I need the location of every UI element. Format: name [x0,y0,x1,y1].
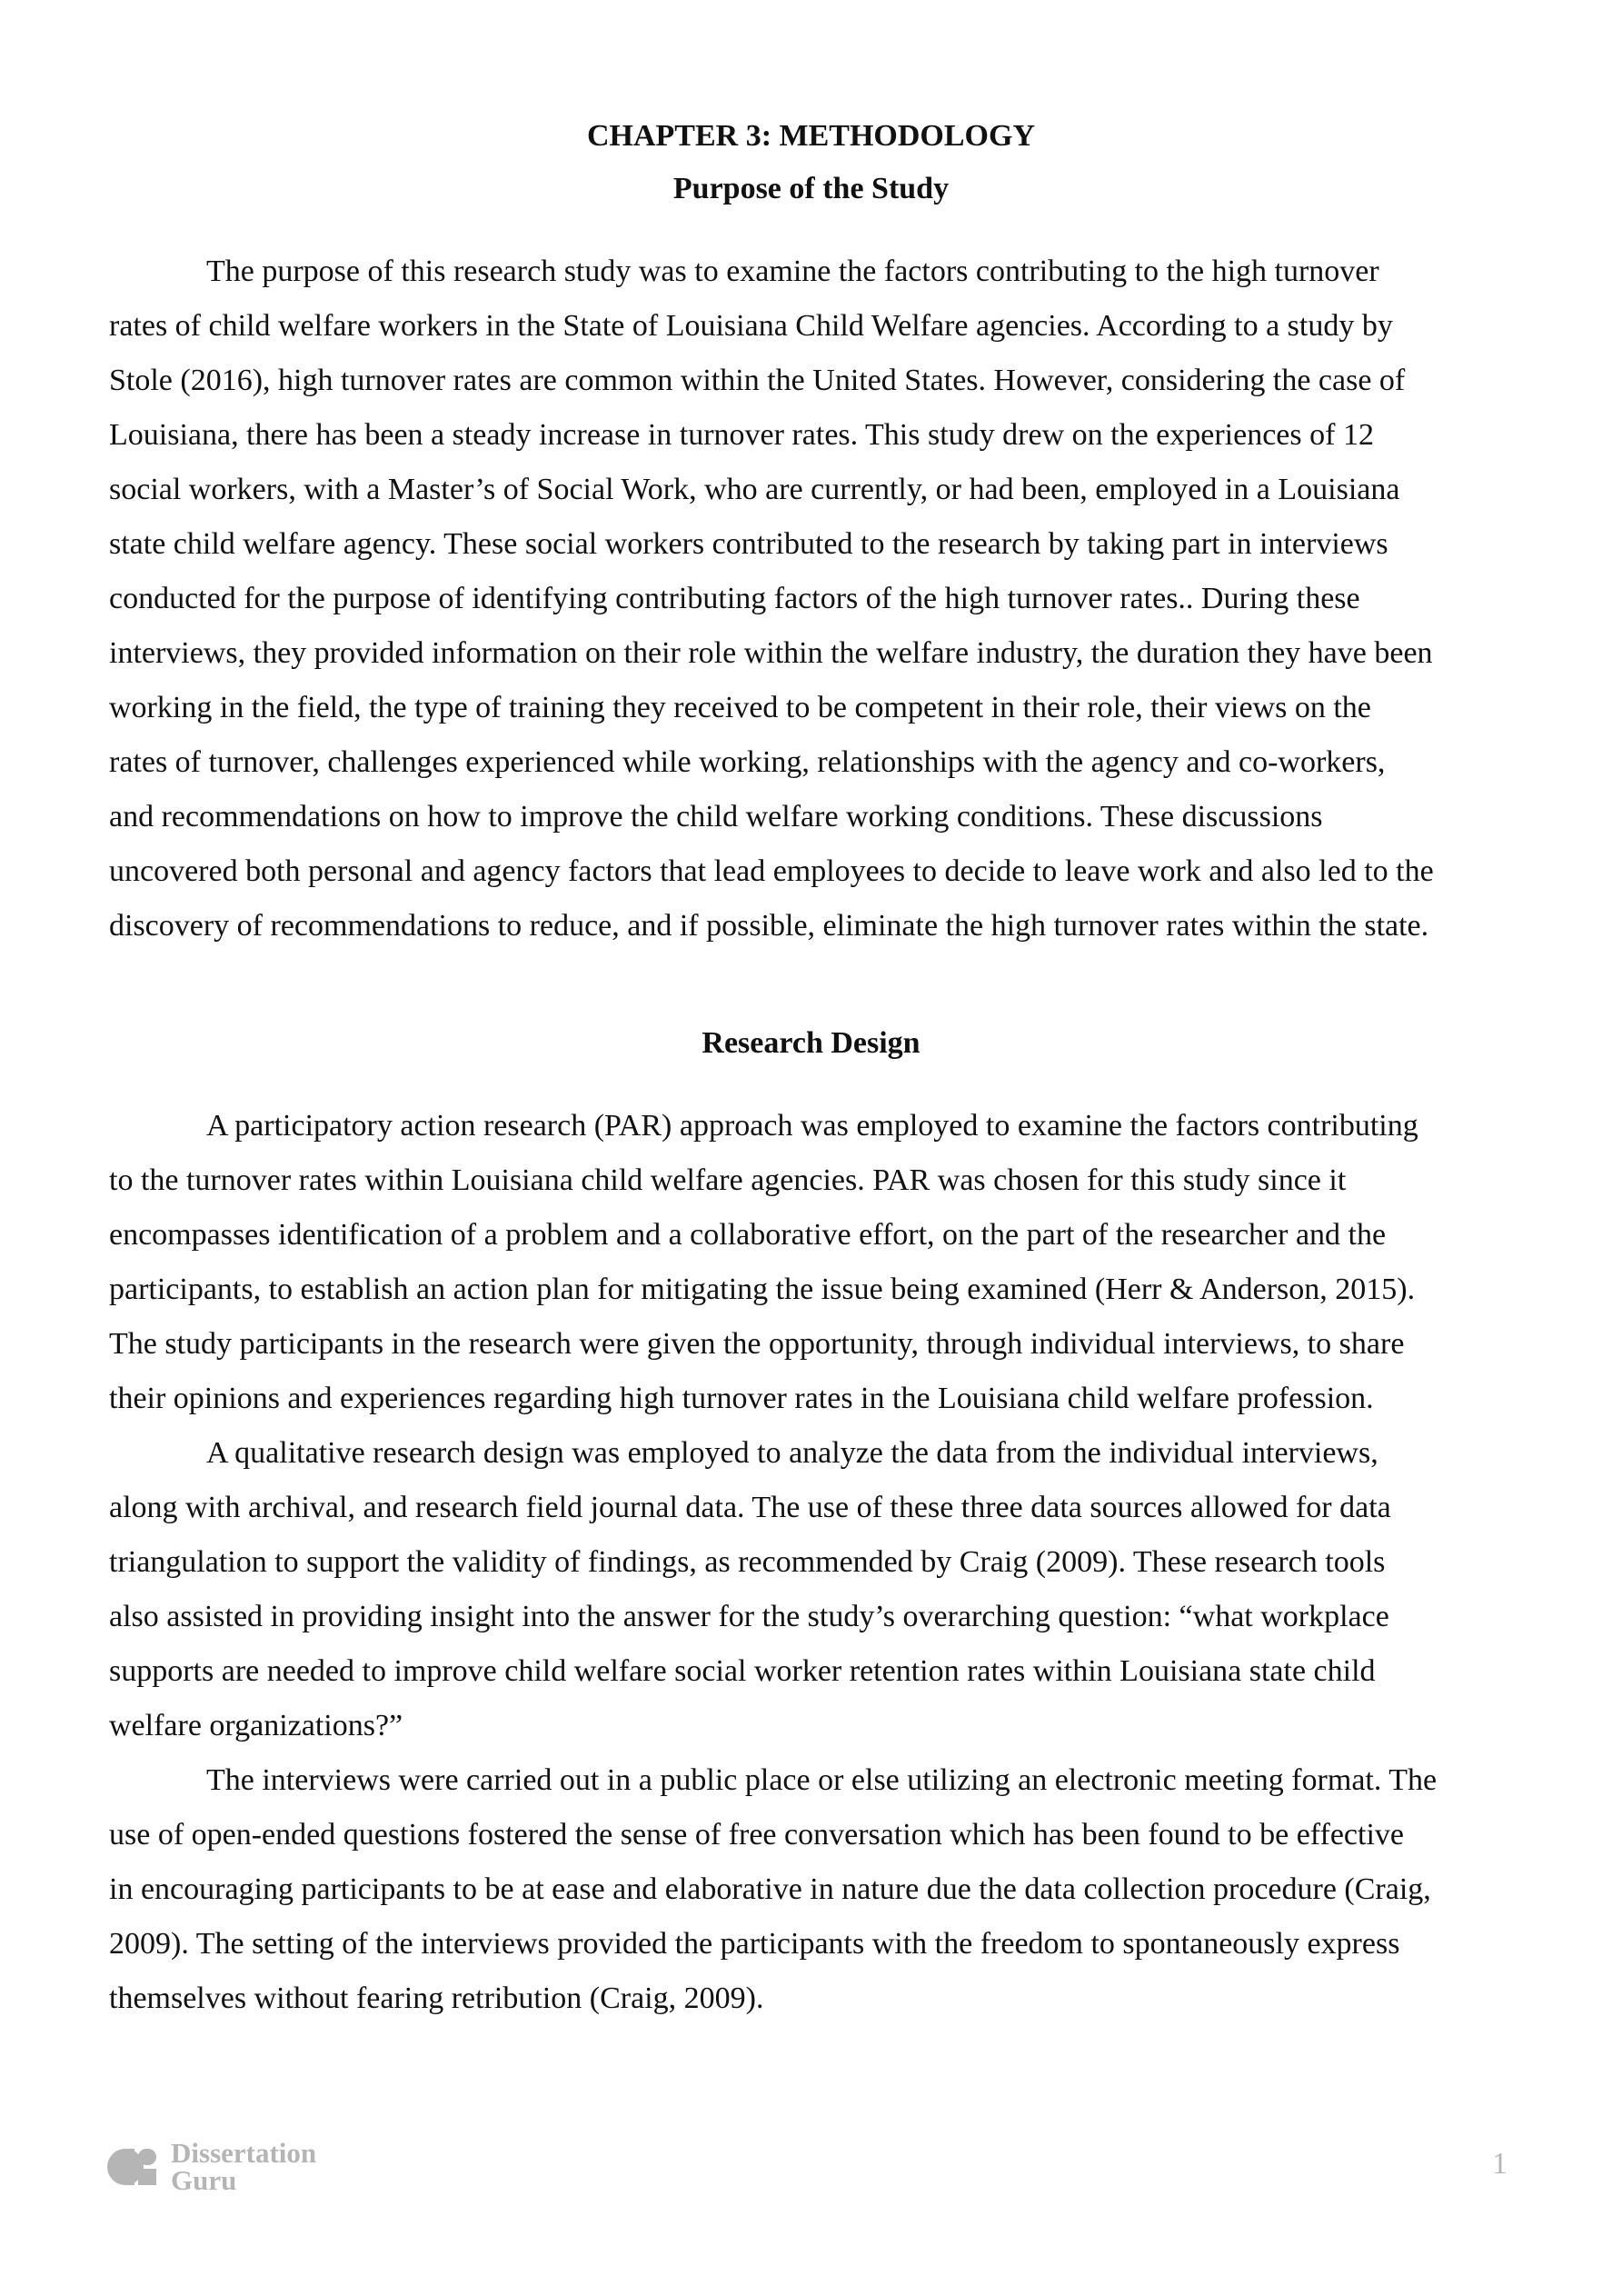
section-heading-research-design: Research Design [702,1026,920,1060]
text-line: The purpose of this research study was to examine the factors contributing to the high turnover [206,255,1379,288]
text-line: triangulation to support the validity of findings, as recommended by Craig (2009). These research tools [109,1545,1386,1579]
text-line: to the turnover rates within Louisiana child welfare agencies. PAR was chosen for this study since it [109,1163,1347,1197]
logo-text-line1: Dissertation [171,2137,317,2169]
text-line: The study participants in the research were given the opportunity, through individual interviews, to share [109,1327,1405,1361]
text-line: participants, to establish an action plan for mitigating the issue being examined (Herr & Anderson, 2015). [109,1273,1416,1306]
page-number: 1 [1492,2147,1508,2181]
text-line: encompasses identification of a problem and a collaborative effort, on the part of the researcher and the [109,1218,1387,1252]
dissertation-guru-logo [107,2138,316,2196]
text-line: state child welfare agency. These social workers contributed to the research by taking part in interviews [109,527,1388,561]
logo-wordmark [171,2137,317,2196]
section-body-purpose [109,255,1516,963]
text-line: also assisted in providing insight into the answer for the study’s overarching question: “what workplace [109,1600,1389,1633]
text-line: along with archival, and research field journal data. The use of these three data sources allowed for data [109,1491,1391,1524]
chapter-title: CHAPTER 3: METHODOLOGY [586,119,1036,153]
text-line: themselves without fearing retribution (Craig, 2009). [109,1982,764,2015]
text-line: uncovered both personal and agency factors that lead employees to decide to leave work and also led to the [109,854,1434,888]
text-line: A participatory action research (PAR) approach was employed to examine the factors contributing [206,1109,1418,1143]
text-line: conducted for the purpose of identifying contributing factors of the high turnover rates.. During these [109,582,1360,615]
text-line: A qualitative research design was employed to analyze the data from the individual interviews, [206,1436,1378,1470]
section-body-research-design [109,1109,1516,2036]
text-line: in encouraging participants to be at ease and elaborative in nature due the data collection procedure (Craig, [109,1872,1431,1906]
logo-mark-icon [107,2141,160,2193]
text-line: rates of child welfare workers in the State of Louisiana Child Welfare agencies. According to a study by [109,309,1393,343]
text-line: interviews, they provided information on their role within the welfare industry, the duration they have been [109,636,1433,670]
text-line: Stole (2016), high turnover rates are common within the United States. However, considering the case of [109,364,1406,397]
text-line: discovery of recommendations to reduce, and if possible, eliminate the high turnover rates within the state. [109,909,1429,943]
text-line: rates of turnover, challenges experienced while working, relationships with the agency and co-workers, [109,745,1386,779]
text-line: and recommendations on how to improve the child welfare working conditions. These discussions [109,800,1323,834]
text-line: The interviews were carried out in a public place or else utilizing an electronic meeting format. The [206,1763,1438,1797]
text-line: use of open-ended questions fostered the sense of free conversation which has been found to be effective [109,1818,1404,1852]
text-line: supports are needed to improve child welfare social worker retention rates within Louisiana state child [109,1654,1376,1688]
text-line: working in the field, the type of training they received to be competent in their role, their views on the [109,691,1371,724]
text-line: 2009). The setting of the interviews provided the participants with the freedom to spontaneously express [109,1927,1400,1961]
text-line: their opinions and experiences regarding high turnover rates in the Louisiana child welfare profession. [109,1382,1374,1415]
section-heading-purpose: Purpose of the Study [672,172,950,205]
text-line: Louisiana, there has been a steady increase in turnover rates. This study drew on the experiences of 12 [109,418,1374,452]
text-line: welfare organizations?” [109,1709,403,1742]
logo-text-line2: Guru [171,2164,237,2196]
text-line: social workers, with a Master’s of Social Work, who are currently, or had been, employed in a Louisiana [109,473,1400,506]
